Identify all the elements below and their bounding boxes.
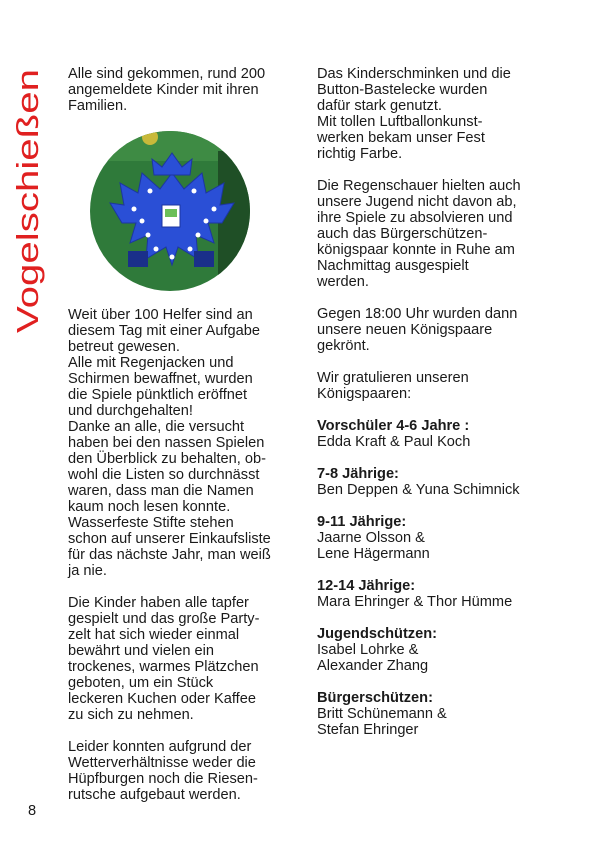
page-number: 8 <box>28 803 37 819</box>
left-column <box>68 66 296 803</box>
king-names: Mara Ehringer & Thor Hümme <box>317 594 513 610</box>
king-category: Bürgerschützen: <box>317 690 433 706</box>
king-names: Jaarne Olsson & Lene Hägermann <box>317 530 430 562</box>
paragraph-weather: Leider konnten aufgrund der Wetterverhältnisse weder die Hüpfburgen noch die Riesen- rutsche aufgebaut werden. <box>68 739 258 803</box>
paragraph-kids: Die Kinder haben alle tapfer gespielt und das große Party- zelt hat sich wieder einmal bewährt und vielen ein trockenes, warmes Plätzchen geboten, um ein Stück leckeren Kuchen oder Kaffee zu sich zu nehmen. <box>68 595 260 723</box>
king-names: Edda Kraft & Paul Koch <box>317 434 471 450</box>
king-category: 9-11 Jährige: <box>317 514 407 530</box>
section-title-text: Vogelschießen <box>10 129 45 333</box>
paragraph-facepaint: Das Kinderschminken und die Button-Bastelecke wurden dafür stark genutzt. Mit tollen Luftballonkunst- werken bekam unser Fest richtig Farbe. <box>317 66 511 162</box>
right-column <box>317 66 557 738</box>
paragraph-rain: Die Regenschauer hielten auch unsere Jugend nicht davon ab, ihre Spiele zu absolvieren und auch das Bürgerschützen- königspaar konnte in Ruhe am Nachmittag ausgespielt werden. <box>317 178 521 290</box>
king-category: Vorschüler 4-6 Jahre : <box>317 418 470 434</box>
king-names: Ben Deppen & Yuna Schimnick <box>317 482 520 498</box>
king-names: Britt Schünemann & Stefan Ehringer <box>317 706 447 738</box>
paragraph-intro: Alle sind gekommen, rund 200 angemeldete Kinder mit ihren Familien. <box>68 66 266 114</box>
paragraph-congrats: Wir gratulieren unseren Königspaaren: <box>317 370 469 402</box>
king-category: Jugendschützen: <box>317 626 437 642</box>
section-title <box>8 66 48 336</box>
paragraph-helpers: Weit über 100 Helfer sind an diesem Tag mit einer Aufgabe betreut gewesen. Alle mit Regenjacken und Schirmen bewaffnet, wurden die Spiele pünktlich eröffnet und durchgehalten! Danke an alle, die versucht haben bei den nassen Spielen den Überblick zu behalten, ob- wohl die Listen so durchnässt waren, dass man die Namen kaum noch lesen konnte. Wasserfeste Stifte stehen schon auf unserer Einkaufsliste für das nächste Jahr, man weiß ja nie. <box>68 307 271 579</box>
king-names: Isabel Lohrke & Alexander Zhang <box>317 642 429 674</box>
king-category: 7-8 Jährige: <box>317 466 399 482</box>
bird-photo <box>90 131 250 291</box>
king-category: 12-14 Jährige: <box>317 578 416 594</box>
paragraph-crowning: Gegen 18:00 Uhr wurden dann unsere neuen Königspaare gekrönt. <box>317 306 518 354</box>
